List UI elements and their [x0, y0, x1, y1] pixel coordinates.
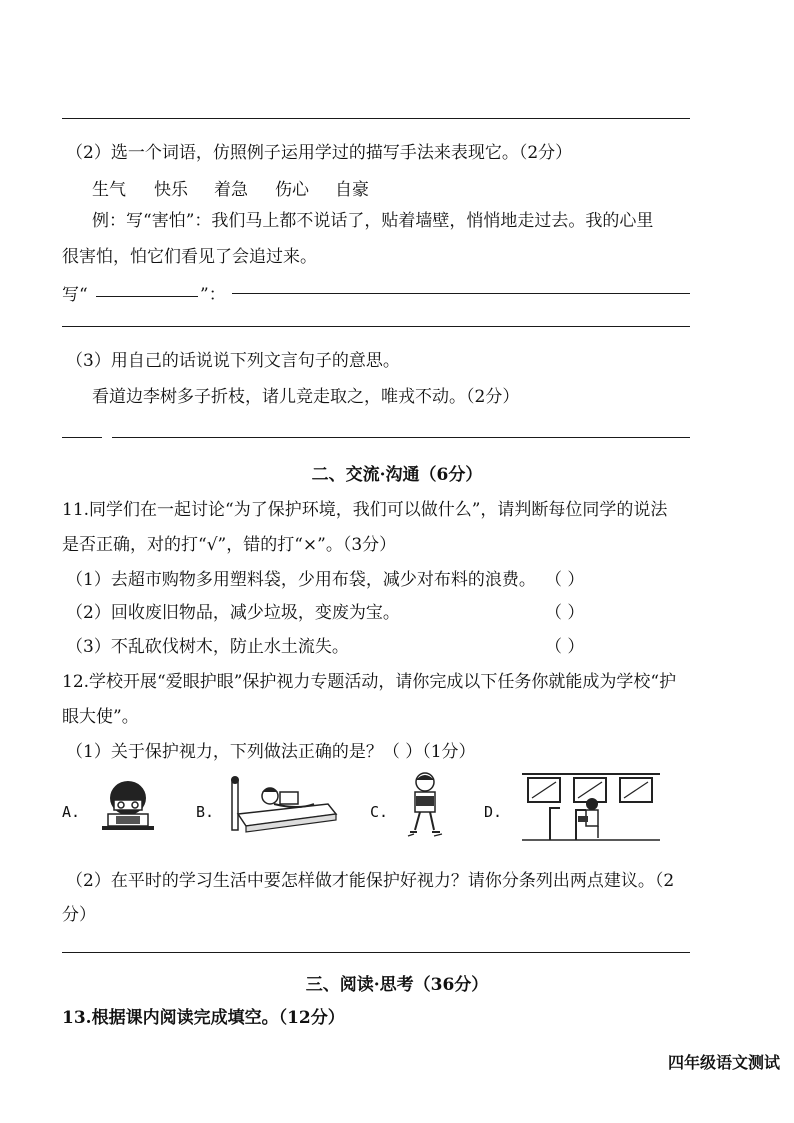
- answer-line[interactable]: [62, 437, 102, 438]
- option-b-label[interactable]: B.: [196, 803, 215, 821]
- answer-line[interactable]: [62, 326, 690, 327]
- option-d-label[interactable]: D.: [484, 803, 503, 821]
- classical-sentence: 看道边李树多子折枝，诸儿竞走取之，唯戎不动。（2分）: [92, 387, 520, 407]
- q11-answer-bracket-3[interactable]: （ ）: [545, 637, 585, 657]
- answer-line[interactable]: [232, 293, 690, 294]
- q11-stem-line-1: 11.同学们在一起讨论“为了保护环境，我们可以做什么”，请判断每位同学的说法: [62, 500, 668, 520]
- word-option: 生气: [92, 180, 126, 200]
- option-c-label[interactable]: C.: [370, 803, 389, 821]
- write-suffix: ”：: [200, 285, 226, 305]
- word-option: 伤心: [275, 180, 309, 200]
- q11-stem-line-2: 是否正确，对的打“√”，错的打“×”。（3分）: [62, 535, 397, 555]
- q12-stem-line-1: 12.学校开展“爱眼护眼”保护视力专题活动，请你完成以下任务你就能成为学校“护: [62, 672, 677, 692]
- section-2-title: 二、交流·沟通（6分）: [311, 465, 483, 485]
- option-a-illustration[interactable]: [98, 778, 158, 834]
- q13-prompt: 13.根据课内阅读完成填空。（12分）: [62, 1008, 345, 1028]
- q10-part3-prompt: （3）用自己的话说说下列文言句子的意思。: [66, 351, 400, 371]
- word-option: 自豪: [335, 180, 369, 200]
- word-blank[interactable]: [96, 296, 198, 297]
- example-line-2: 很害怕，怕它们看见了会追过来。: [62, 247, 317, 267]
- word-option: 快乐: [154, 180, 188, 200]
- q12-part2-line-1: （2）在平时的学习生活中要怎样做才能保护好视力？请你分条列出两点建议。（2: [66, 871, 675, 891]
- q11-item-3: （3）不乱砍伐树木，防止水土流失。: [66, 637, 349, 657]
- option-c-illustration[interactable]: [404, 770, 446, 840]
- word-option: 着急: [214, 180, 248, 200]
- option-b-illustration[interactable]: [228, 774, 340, 836]
- q12-part2-line-2: 分）: [62, 905, 96, 925]
- answer-line[interactable]: [62, 952, 690, 953]
- q11-item-1: （1）去超市购物多用塑料袋，少用布袋，减少对布料的浪费。: [66, 570, 536, 590]
- answer-line[interactable]: [112, 437, 690, 438]
- q10-part2-prompt: （2）选一个词语，仿照例子运用学过的描写手法来表现它。（2分）: [66, 143, 573, 163]
- q11-answer-bracket-1[interactable]: （ ）: [545, 570, 585, 590]
- footer-label: 四年级语文测试: [667, 1053, 780, 1072]
- q11-answer-bracket-2[interactable]: （ ）: [545, 603, 585, 623]
- example-line-1: 例：写“害怕”：我们马上都不说话了，贴着墙壁，悄悄地走过去。我的心里: [92, 211, 654, 231]
- q11-item-2: （2）回收废旧物品，减少垃圾，变废为宝。: [66, 603, 400, 623]
- write-prefix: 写“: [62, 285, 88, 305]
- q12-stem-line-2: 眼大使”。: [62, 707, 139, 727]
- option-d-illustration[interactable]: [520, 770, 662, 842]
- option-a-label[interactable]: A.: [62, 803, 81, 821]
- q12-part1-prompt: （1）关于保护视力，下列做法正确的是？（ ）（1分）: [66, 742, 476, 762]
- answer-line[interactable]: [62, 118, 690, 119]
- section-3-title: 三、阅读·思考（36分）: [305, 975, 489, 995]
